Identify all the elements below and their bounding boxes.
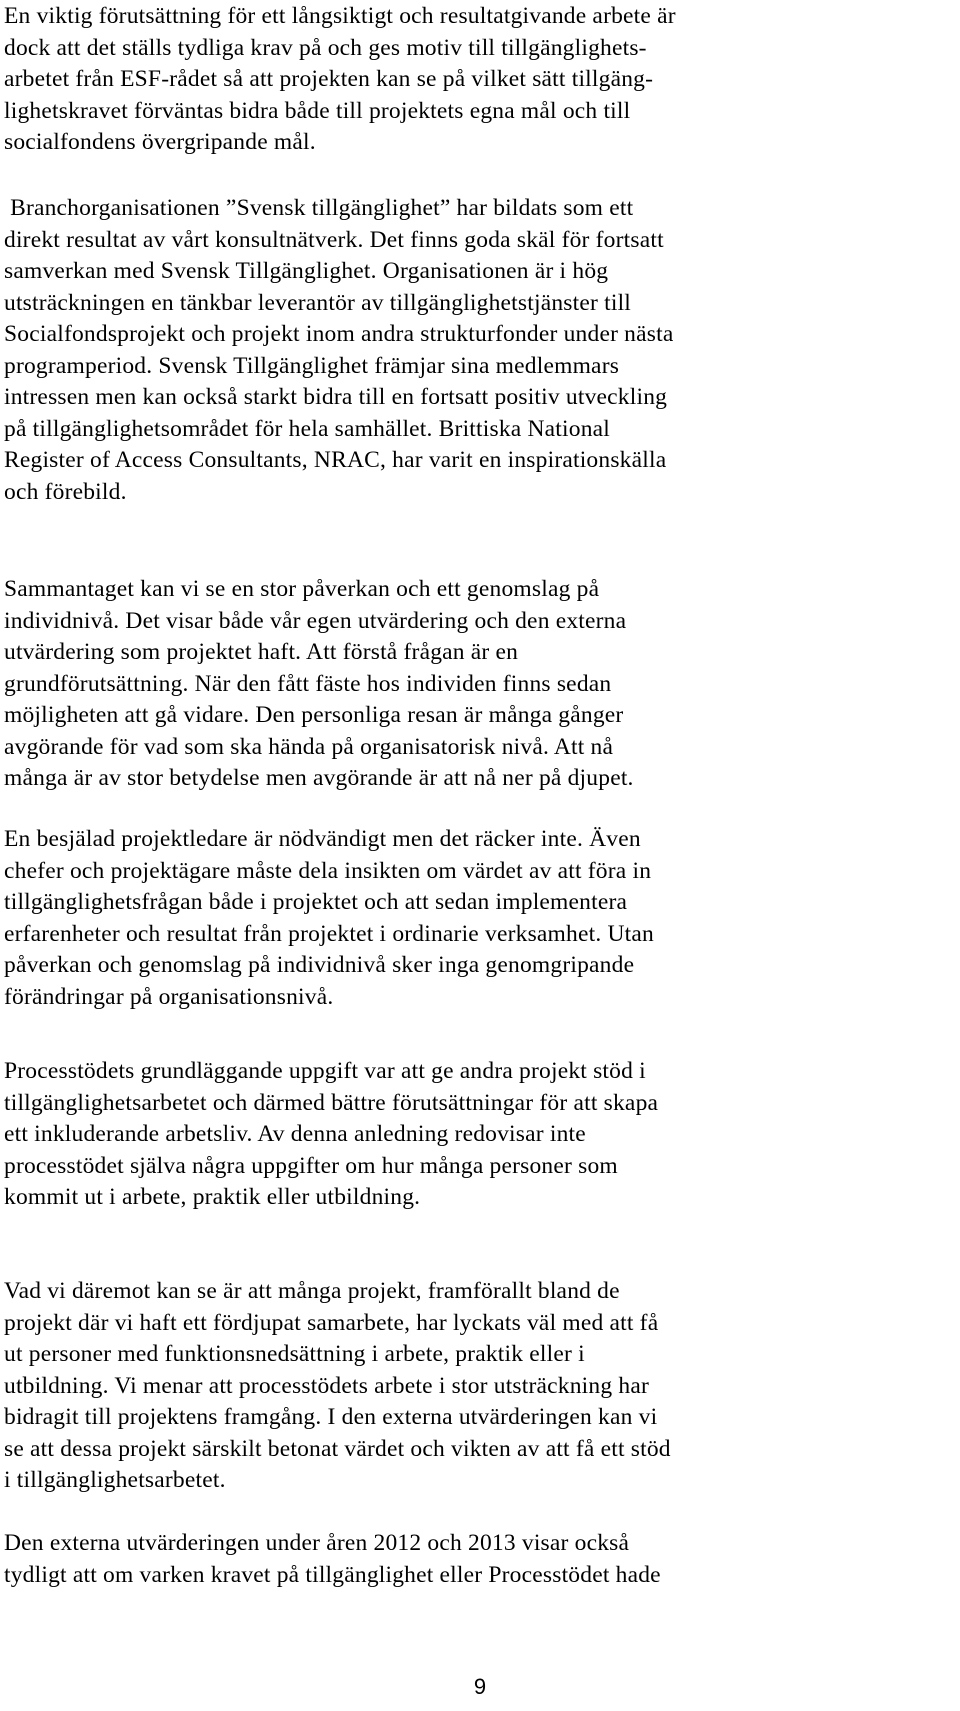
page-number: 9	[473, 1674, 487, 1699]
text-line: En viktig förutsättning för ett långsiktigt och resultatgivande arbete är	[4, 3, 676, 29]
text-line: intressen men kan också starkt bidra till en fortsatt positiv utveckling	[4, 384, 668, 410]
text-line: programperiod. Svensk Tillgänglighet främjar sina medlemmars	[4, 352, 620, 379]
text-line: bidragit till projektens framgång. I den externa utvärderingen kan vi	[4, 1404, 658, 1430]
text-line: dock att det ställs tydliga krav på och ges motiv till tillgänglighets-	[4, 34, 647, 61]
text-line: avgörande för vad som ska hända på organisatorisk nivå. Att nå	[4, 733, 614, 760]
text-line: utbildning. Vi menar att processtödets arbete i stor utsträckning har	[4, 1372, 649, 1399]
paragraph-4	[4, 824, 654, 1013]
text-line: projekt där vi haft ett fördjupat samarbete, har lyckats väl med att få	[4, 1309, 659, 1336]
text-line: möjligheten att gå vidare. Den personliga resan är många gånger	[4, 702, 624, 728]
text-line: i tillgänglighetsarbetet.	[4, 1467, 226, 1493]
text-line: Sammantaget kan vi se en stor påverkan och ett genomslag på	[4, 576, 600, 602]
text-line: kommit ut i arbete, praktik eller utbildning.	[4, 1184, 421, 1210]
text-line: och förebild.	[4, 478, 127, 505]
text-line: förändringar på organisationsnivå.	[4, 983, 334, 1010]
text-line: tillgänglighetsarbetet och därmed bättre förutsättningar för att skapa	[4, 1089, 659, 1116]
text-line: Vad vi däremot kan se är att många projekt, framförallt bland de	[4, 1278, 620, 1304]
paragraph-1	[4, 1, 676, 159]
text-line: individnivå. Det visar både vår egen utvärdering och den externa	[4, 607, 627, 634]
text-line: se att dessa projekt särskilt betonat värdet och vikten av att få ett stöd	[4, 1435, 671, 1462]
text-line: Branchorganisationen ”Svensk tillgänglighet” har bildats som ett	[4, 195, 634, 221]
text-line: tillgänglighetsfrågan både i projektet och att sedan implementera	[4, 889, 628, 915]
text-line: direkt resultat av vårt konsultnätverk. Det finns goda skäl för fortsatt	[4, 226, 664, 253]
text-line: grundförutsättning. När den fått fäste hos individen finns sedan	[4, 670, 612, 697]
text-line: erfarenheter och resultat från projektet i ordinarie verksamhet. Utan	[4, 920, 654, 947]
text-line: samverkan med Svensk Tillgänglighet. Organisationen är i hög	[4, 258, 609, 284]
text-line: många är av stor betydelse men avgörande är att nå ner på djupet.	[4, 765, 634, 791]
text-line: arbetet från ESF-rådet så att projekten kan se på vilket sätt tillgäng-	[4, 66, 654, 92]
paragraph-2	[4, 193, 673, 508]
paragraph-6	[4, 1276, 671, 1497]
text-line: En besjälad projektledare är nödvändigt men det räcker inte. Även	[4, 826, 641, 852]
text-line: tydligt att om varken kravet på tillgänglighet eller Processtödet hade	[4, 1561, 661, 1588]
text-line: chefer och projektägare måste dela insikten om värdet av att föra in	[4, 857, 652, 884]
text-line: Register of Access Consultants, NRAC, har varit en inspirationskälla	[4, 447, 667, 473]
text-line: Processtödets grundläggande uppgift var att ge andra projekt stöd i	[4, 1058, 646, 1084]
text-line: socialfondens övergripande mål.	[4, 129, 316, 155]
text-line: lighetskravet förväntas bidra både till projektets egna mål och till	[4, 97, 631, 124]
text-line: processtödet själva några uppgifter om hur många personer som	[4, 1152, 618, 1179]
text-line: Socialfondsprojekt och projekt inom andra strukturfonder under nästa	[4, 321, 674, 347]
text-line: utsträckningen en tänkbar leverantör av tillgänglighetstjänster till	[4, 289, 632, 316]
paragraph-3	[4, 574, 634, 795]
paragraph-5	[4, 1056, 658, 1214]
text-line: påverkan och genomslag på individnivå sker inga genomgripande	[4, 952, 635, 978]
paragraph-7	[4, 1528, 661, 1591]
text-line: utvärdering som projektet haft. Att förstå frågan är en	[4, 639, 519, 665]
text-line: ut personer med funktionsnedsättning i arbete, praktik eller i	[4, 1341, 585, 1367]
text-line: ett inkluderande arbetsliv. Av denna anledning redovisar inte	[4, 1121, 586, 1147]
text-line: Den externa utvärderingen under åren 2012 och 2013 visar också	[4, 1530, 630, 1556]
text-line: på tillgänglighetsområdet för hela samhället. Brittiska National	[4, 415, 611, 442]
